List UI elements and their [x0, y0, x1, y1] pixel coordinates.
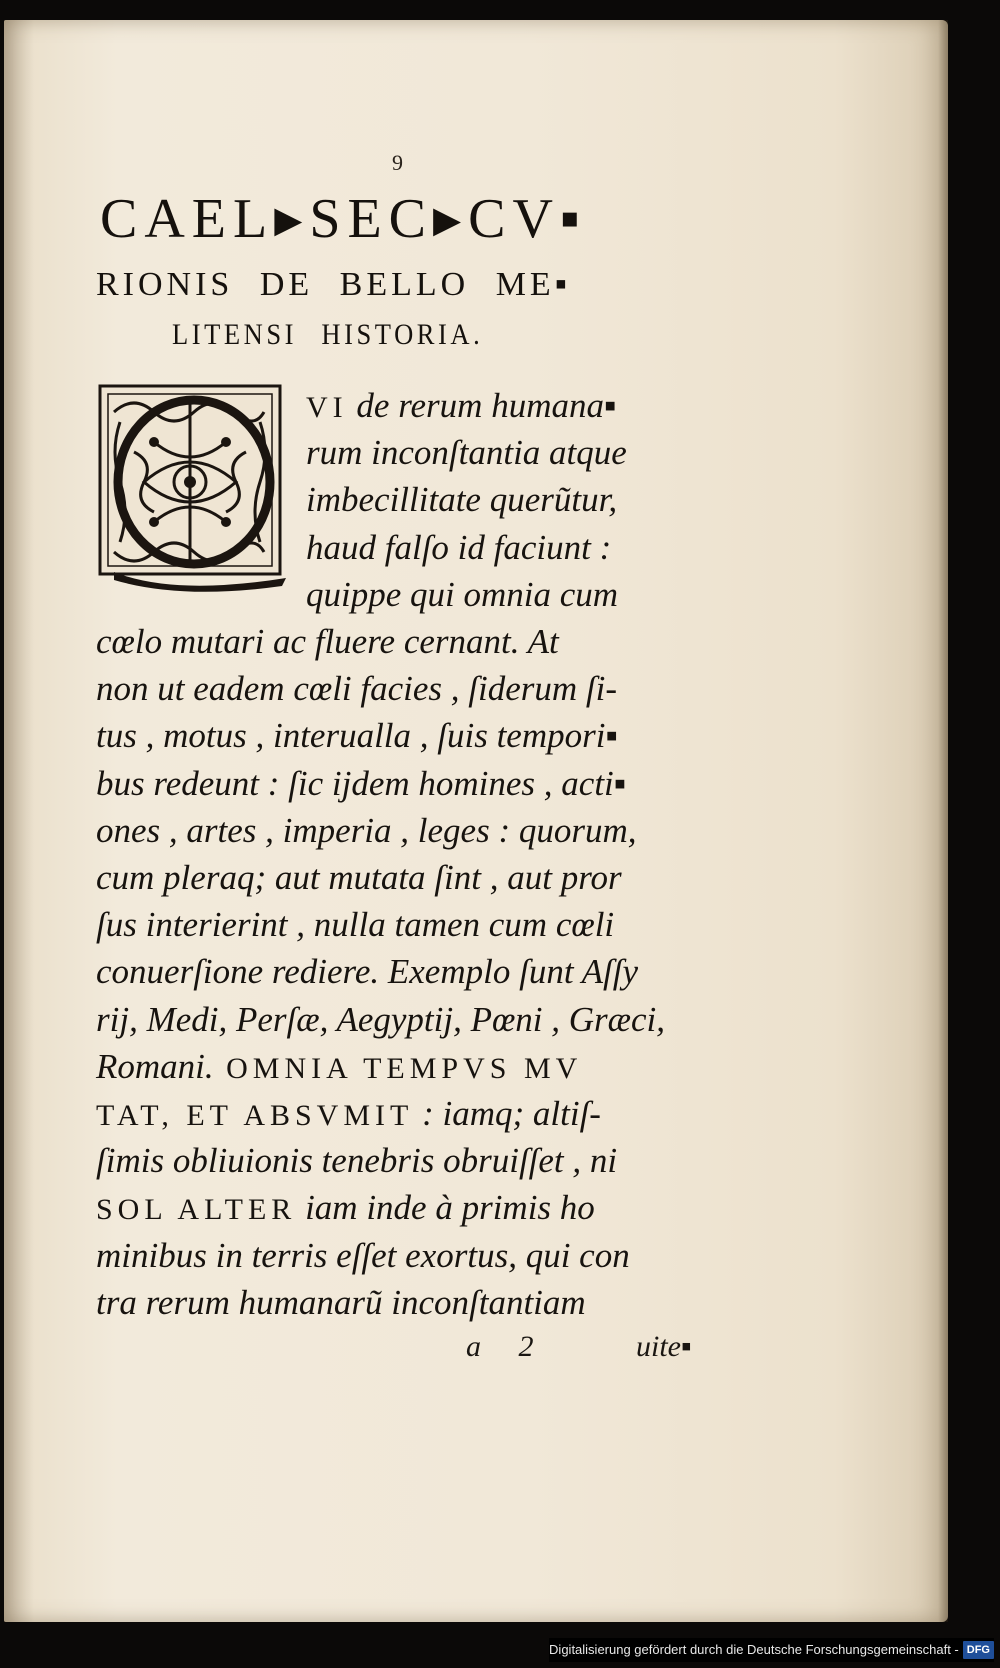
body-line-text: bus redeunt : ſic ijdem homines , acti▪ — [96, 763, 627, 803]
body-line — [96, 1046, 583, 1086]
body-line-text: rij, Medi, Perſæ, Aegyptij, Pœni , Græci, — [96, 999, 666, 1039]
digitization-credit — [549, 1638, 994, 1662]
body-line — [96, 905, 615, 945]
body-line-text: quippe qui omnia cum — [306, 574, 619, 614]
body-line-text: ſimis obliuionis tenebris obruiſſet , ni — [96, 1141, 618, 1181]
signature-mark: 9 — [392, 150, 403, 175]
body-line — [96, 1141, 618, 1181]
body-line-text: conuerſione rediere. Exemplo ſunt Aſſy — [96, 952, 639, 992]
body-line-italic-lead: Romani. — [96, 1046, 214, 1086]
title-line-2: RIONIS DE BELLO ME▪ — [96, 266, 571, 303]
decorated-initial-q-icon — [94, 382, 296, 596]
body-line — [96, 810, 637, 850]
body-line-text: : iamq; altiſ- — [413, 1094, 601, 1133]
body-line — [306, 574, 619, 614]
body-line — [96, 952, 639, 992]
body-line-roman-caps: TAT, ET ABSVMIT — [96, 1099, 414, 1132]
dfg-logo: DFG — [963, 1641, 994, 1659]
body-line-text: cœlo mutari ac fluere cernant. At — [96, 622, 559, 661]
page-signature: a 2 — [466, 1330, 534, 1363]
page-edge — [938, 20, 948, 1622]
body-line — [96, 1096, 601, 1131]
body-line — [96, 716, 618, 756]
body-line-text: ones , artes , imperia , leges : quorum, — [96, 810, 637, 850]
spine-shadow — [4, 20, 34, 1622]
body-line-text: ſus interierint , nulla tamen cum cœli — [96, 905, 615, 945]
body-line — [96, 763, 627, 803]
catchword: uite▪ — [636, 1330, 692, 1363]
body-line — [96, 624, 559, 659]
body-line-text: haud falſo id faciunt : — [306, 527, 612, 567]
body-line-roman-caps: VI — [306, 391, 348, 424]
body-line-text: minibus in terris eſſet exortus, qui con — [96, 1235, 630, 1275]
body-line-text: iam inde à primis ho — [296, 1188, 595, 1228]
body-line — [96, 1235, 630, 1275]
title-line-3: LITENSI HISTORIA. — [172, 318, 484, 351]
body-line — [306, 527, 612, 567]
body-line-roman-caps: OMNIA TEMPVS MV — [213, 1051, 583, 1085]
body-line-text: imbecillitate querũtur, — [306, 480, 618, 520]
body-line-text: cum pleraq; aut mutata ſint , aut pror — [96, 858, 622, 897]
credit-text: Digitalisierung gefördert durch die Deutsche Forschungsgemeinschaft - — [549, 1642, 959, 1657]
body-line — [306, 433, 627, 473]
body-line-text: tra rerum humanarũ inconſtantiam — [96, 1282, 586, 1322]
body-line — [306, 388, 616, 423]
body-line — [96, 860, 622, 895]
body-line — [96, 1188, 595, 1228]
body-line — [96, 999, 666, 1039]
body-line-text: rum inconſtantia atque — [306, 433, 627, 473]
body-line — [96, 669, 618, 709]
body-line-text: tus , motus , interualla , ſuis tempori▪ — [96, 716, 618, 756]
body-line — [96, 1282, 586, 1322]
body-line-text: de rerum humana▪ — [347, 386, 617, 425]
body-line-roman-caps: SOL ALTER — [96, 1193, 297, 1227]
body-line-text: non ut eadem cœli facies , ſiderum ſi- — [96, 669, 618, 709]
title-line-1: CAEL▸SEC▸CV▪ — [100, 188, 587, 250]
body-line — [306, 480, 618, 520]
